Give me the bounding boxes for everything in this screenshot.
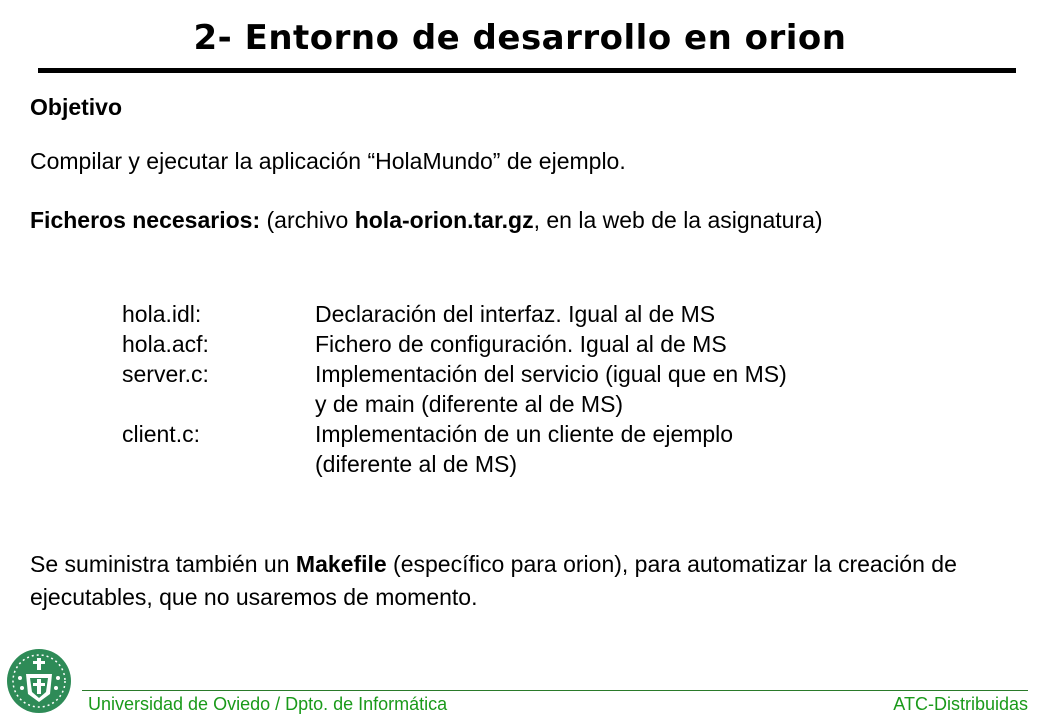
file-name: client.c: [122, 421, 200, 447]
file-description-line: Fichero de configuración. Igual al de MS [315, 331, 727, 357]
slide-title: 2- Entorno de desarrollo en orion [193, 18, 847, 58]
file-row [122, 329, 995, 359]
file-row [122, 299, 995, 329]
file-description [315, 359, 995, 419]
makefile-label: Makefile [295, 551, 387, 577]
file-name: hola.acf: [122, 331, 209, 357]
files-intro-text-after: , en la web de la asignatura) [533, 207, 823, 233]
files-intro-label: Ficheros necesarios: [30, 207, 261, 233]
closing-text-before: Se suministra también un [30, 551, 296, 577]
footer-course: ATC-Distribuidas [893, 694, 1028, 714]
file-description-line: (diferente al de MS) [315, 451, 517, 477]
file-row [122, 359, 995, 419]
section-heading: Objetivo [30, 94, 123, 120]
files-intro-text-before: (archivo [260, 207, 355, 233]
file-name: hola.idl: [122, 301, 202, 327]
footer-divider [82, 690, 1028, 691]
archive-name: hola-orion.tar.gz [354, 207, 534, 233]
file-description-line: Declaración del interfaz. Igual al de MS [315, 301, 716, 327]
file-list [122, 299, 995, 479]
file-row [122, 419, 995, 479]
university-seal-icon [6, 648, 72, 714]
closing-text-after: (específico para orion), para automatizar la creación de ejecutables, que no usaremos de momento. [30, 551, 957, 610]
file-description-line: y de main (diferente al de MS) [315, 391, 624, 417]
file-description-line: Implementación de un cliente de ejemplo [315, 421, 734, 447]
file-description [315, 419, 995, 479]
file-description [315, 299, 995, 329]
footer-institution: Universidad de Oviedo / Dpto. de Informática [88, 694, 448, 714]
closing-text [30, 548, 1020, 614]
file-description-line: Implementación del servicio (igual que en MS) [315, 361, 787, 387]
objective-text: Compilar y ejecutar la aplicación “HolaMundo” de ejemplo. [30, 148, 626, 174]
files-intro [30, 204, 1020, 237]
title-divider [38, 68, 1016, 73]
file-description [315, 329, 995, 359]
file-name: server.c: [122, 361, 209, 387]
